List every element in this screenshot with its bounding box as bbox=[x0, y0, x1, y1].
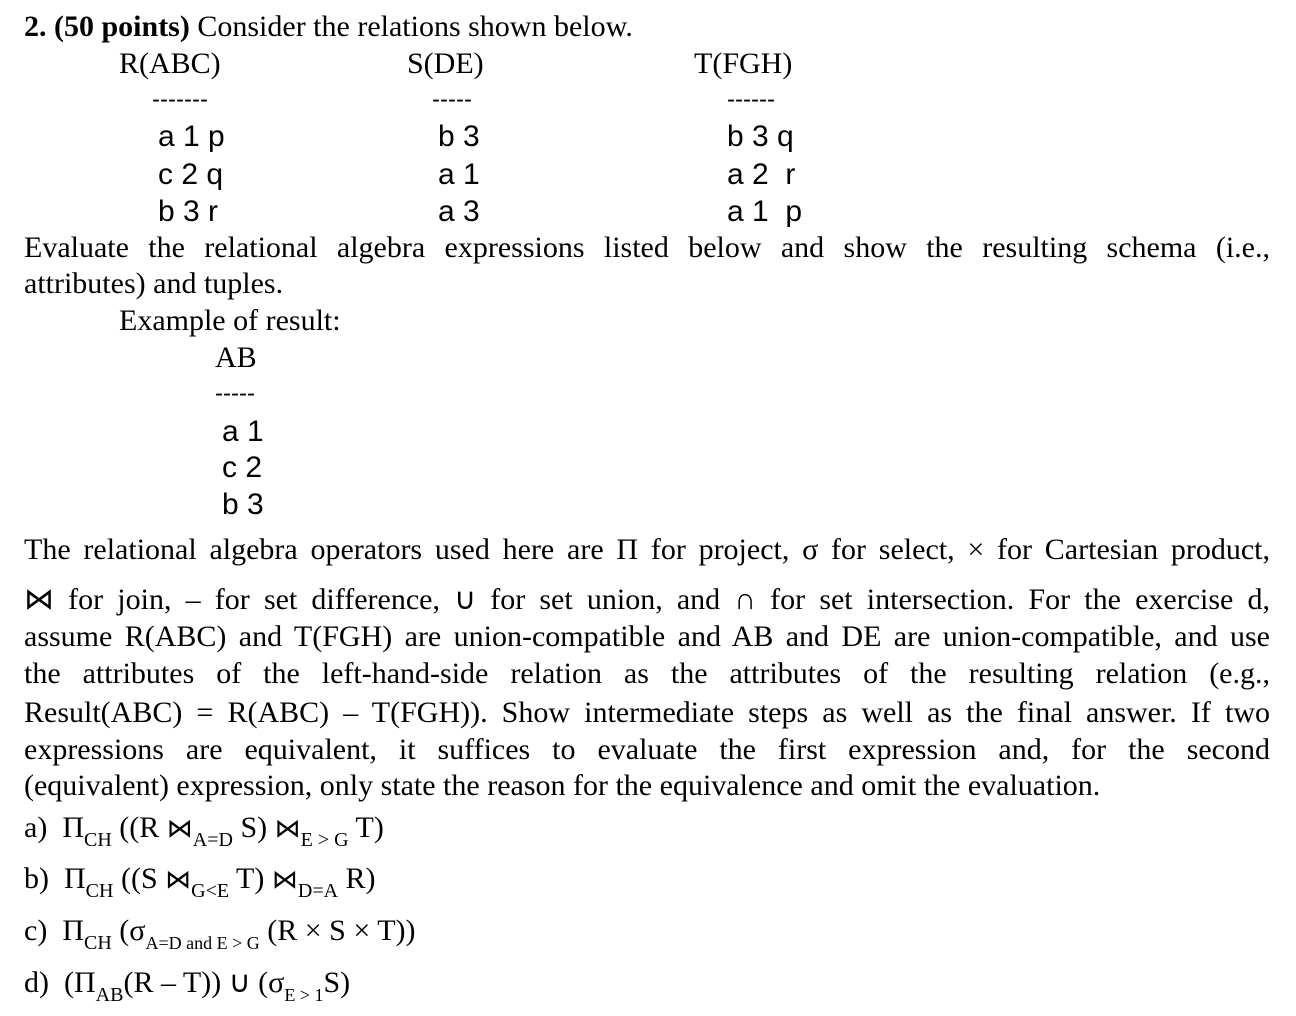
evaluate-line-1: Evaluate the relational algebra expressions listed below and show the resulting schema (i.e., bbox=[24, 231, 1270, 264]
example-row-2: c 2 bbox=[222, 451, 263, 484]
exercise-a-pi: Π bbox=[62, 811, 84, 844]
example-separator: ----- bbox=[215, 380, 255, 407]
relation-t-row-2: a 2 r bbox=[727, 158, 796, 191]
question-intro: Consider the relations shown below. bbox=[189, 10, 633, 43]
exercise-b-part-1: ((S bbox=[113, 862, 166, 895]
exercise-b-join-2: ⋈ bbox=[271, 865, 298, 894]
exercise-d bbox=[24, 966, 351, 1006]
exercise-a-part-1: ((R bbox=[111, 811, 167, 844]
exercise-c-part-2: (R × S × T)) bbox=[259, 914, 416, 947]
exercise-a-part-3: T) bbox=[348, 811, 384, 844]
relation-s-header: S(DE) bbox=[407, 47, 484, 80]
exercise-c-pi: Π bbox=[62, 914, 84, 947]
relation-t-row-1: b 3 q bbox=[727, 120, 794, 153]
exercise-a-join-2-condition: E > G bbox=[300, 829, 349, 851]
exercise-b-join-1: ⋈ bbox=[165, 865, 192, 894]
exercise-d-part-3: S) bbox=[323, 966, 351, 999]
paragraph-line-4: the attributes of the left-hand-side relation as the attributes of the resulting relation (e.g., bbox=[24, 657, 1270, 690]
exercise-a-join-2: ⋈ bbox=[274, 814, 301, 843]
exercise-d-projection: AB bbox=[95, 984, 124, 1006]
relation-s-row-1: b 3 bbox=[438, 120, 480, 153]
relation-r-row-2: c 2 q bbox=[158, 158, 224, 191]
exercise-c bbox=[24, 914, 416, 954]
question-number-points: 2. (50 points) bbox=[24, 10, 190, 43]
exercise-b-join-1-condition: G<E bbox=[191, 880, 230, 902]
relation-r-separator: ------- bbox=[152, 86, 208, 113]
exercise-a-label: a) bbox=[24, 811, 48, 844]
exercise-a-part-2: S) bbox=[232, 811, 275, 844]
exercise-a bbox=[24, 811, 384, 851]
relation-t-row-3: a 1 p bbox=[727, 195, 803, 228]
paragraph-line-7: (equivalent) expression, only state the reason for the equivalence and omit the evaluation. bbox=[24, 769, 1101, 802]
relation-r-header: R(ABC) bbox=[119, 47, 221, 80]
paragraph-line-5: Result(ABC) = R(ABC) – T(FGH)). Show intermediate steps as well as the final answer. If two bbox=[24, 696, 1270, 729]
evaluate-line-2: attributes) and tuples. bbox=[24, 267, 284, 300]
exercise-c-sigma: σ bbox=[129, 914, 146, 947]
example-label: Example of result: bbox=[119, 304, 341, 337]
example-header: AB bbox=[215, 341, 257, 374]
relation-r-row-1: a 1 p bbox=[158, 120, 225, 153]
exercise-b-part-2: T) bbox=[229, 862, 272, 895]
relation-t-separator: ------ bbox=[727, 86, 775, 113]
paragraph-line-6: expressions are equivalent, it suffices to evaluate the first expression and, for the second bbox=[24, 733, 1270, 766]
exercise-c-label: c) bbox=[24, 914, 48, 947]
exercise-a-join-1: ⋈ bbox=[166, 814, 193, 843]
exercise-d-condition: E > 1 bbox=[284, 985, 324, 1005]
example-row-1: a 1 bbox=[222, 415, 264, 448]
exercise-b-label: b) bbox=[24, 862, 49, 895]
relation-s-separator: ----- bbox=[432, 86, 472, 113]
exercise-d-label: d) bbox=[24, 966, 49, 999]
exercise-b-pi: Π bbox=[64, 862, 86, 895]
relation-s-row-2: a 1 bbox=[438, 158, 480, 191]
question-title bbox=[24, 12, 633, 42]
exercise-c-projection: CH bbox=[83, 932, 112, 954]
exercise-b-join-2-condition: D=A bbox=[297, 880, 339, 902]
exercise-b-projection: CH bbox=[85, 880, 114, 902]
exercise-c-condition: A=D and E > G bbox=[145, 933, 260, 953]
exercise-d-part-2: (R – T)) ∪ (σ bbox=[123, 966, 285, 999]
relation-r-row-3: b 3 r bbox=[158, 195, 219, 228]
paragraph-line-2: ⋈ for join, – for set difference, ∪ for set union, and ∩ for set intersection. For the exercise d, bbox=[24, 583, 1270, 616]
exercise-d-part-1: (Π bbox=[64, 966, 96, 999]
exercise-b bbox=[24, 862, 376, 902]
paragraph-line-3: assume R(ABC) and T(FGH) are union-compatible and AB and DE are union-compatible, and use bbox=[24, 620, 1270, 653]
relation-s-row-3: a 3 bbox=[438, 195, 480, 228]
exercise-a-projection: CH bbox=[83, 829, 112, 851]
paragraph-line-1: The relational algebra operators used here are Π for project, σ for select, × for Cartesian product, bbox=[24, 533, 1270, 566]
exercise-c-part-1: ( bbox=[111, 914, 130, 947]
exercise-a-join-1-condition: A=D bbox=[192, 829, 233, 851]
relation-t-header: T(FGH) bbox=[694, 47, 793, 80]
exercise-b-part-3: R) bbox=[338, 862, 376, 895]
example-row-3: b 3 bbox=[222, 488, 264, 521]
